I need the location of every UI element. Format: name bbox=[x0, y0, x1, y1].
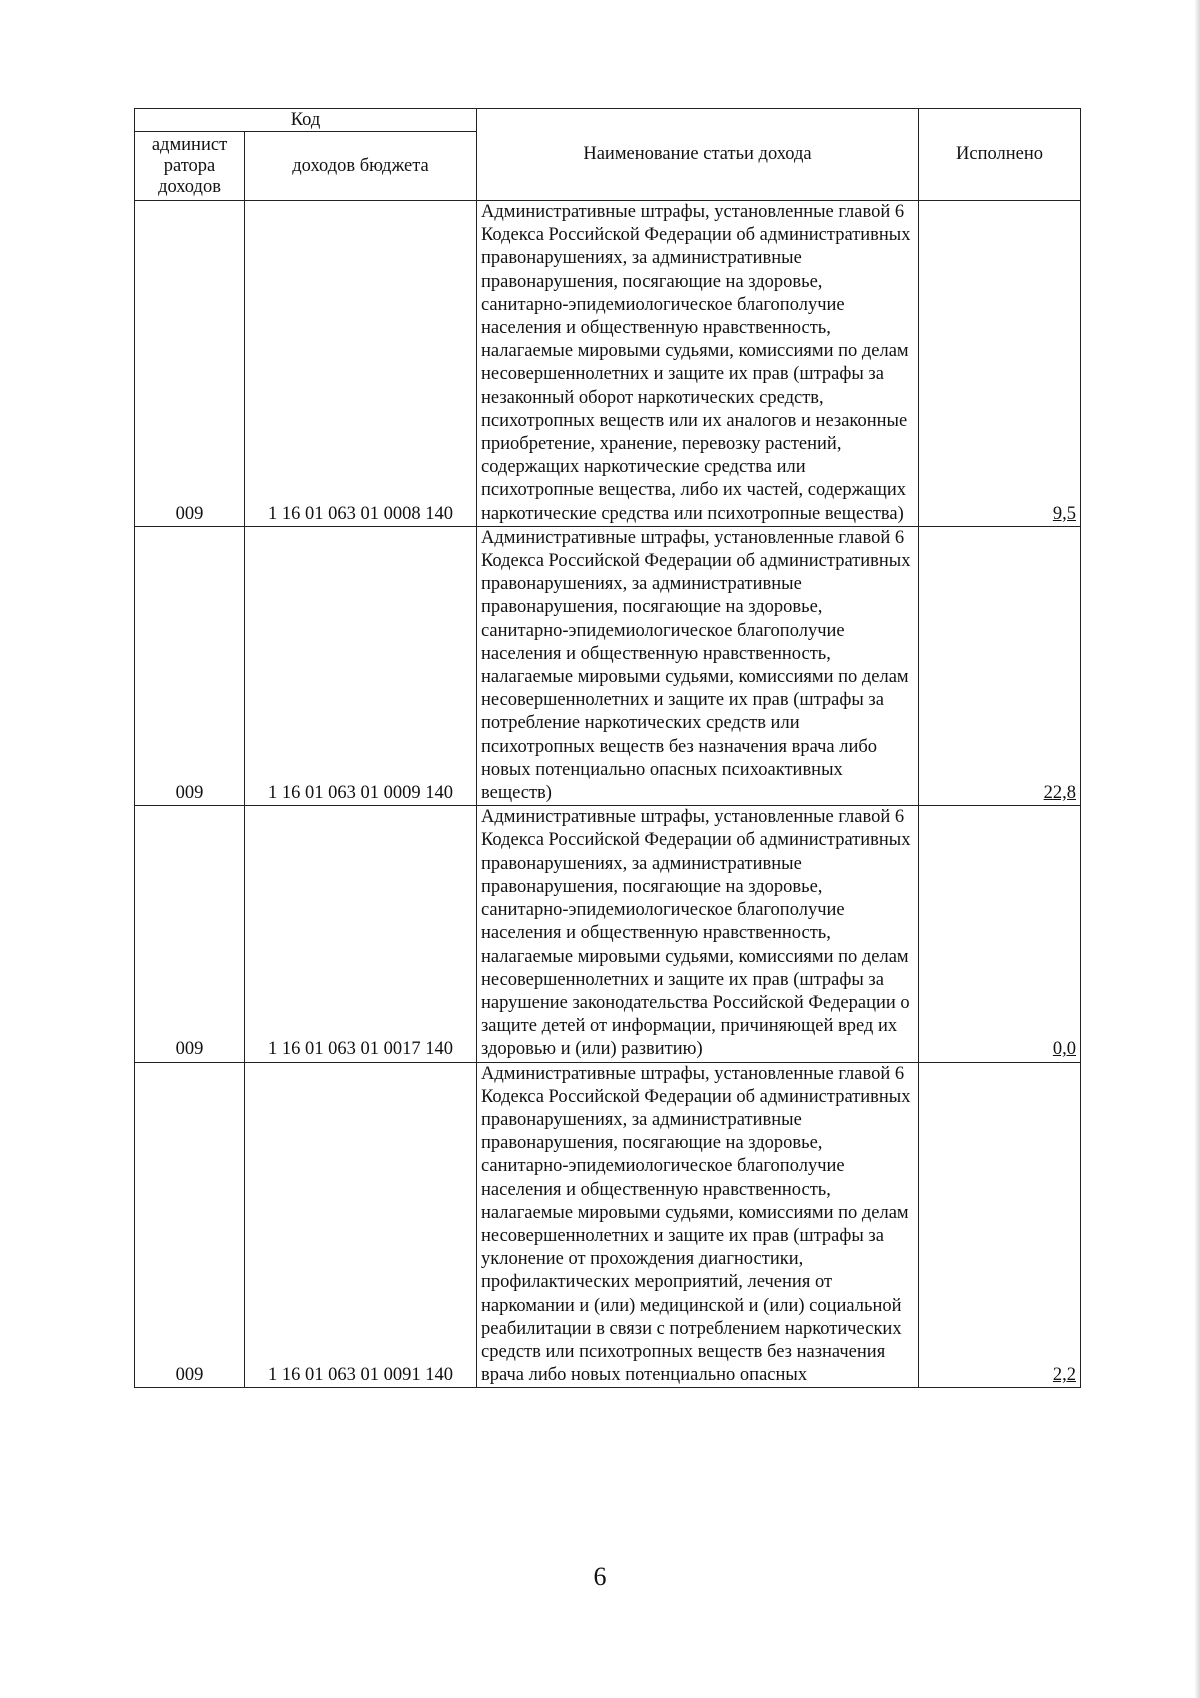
revenue-name-cell: Административные штрафы, установленные главой 6 Кодекса Российской Федерации об административных правонарушениях, за административные правонарушения, посягающие на здоровье, санитарно-эпидемиологическое благополучие населения и общественную нравственность, налагаемые мировыми судьями, комиссиями по делам несовершеннолетних и защите их прав (штрафы за незаконный оборот наркотических средств, психотропных веществ или их аналогов и незаконные приобретение, хранение, перевозку растений, содержащих наркотические средства или психотропные вещества, либо их частей, содержащих наркотические средства или психотропные вещества) bbox=[477, 201, 919, 527]
table-row bbox=[135, 526, 1081, 805]
executed-value: 0,0 bbox=[1052, 1039, 1076, 1060]
scan-edge-shadow bbox=[1194, 0, 1200, 1698]
name-column-header: Наименование статьи дохода bbox=[477, 109, 919, 201]
executed-cell bbox=[919, 526, 1081, 805]
executed-column-header: Исполнено bbox=[919, 109, 1081, 201]
table-body bbox=[135, 201, 1081, 1388]
admin-code-cell: 009 bbox=[135, 201, 245, 527]
code-group-header: Код bbox=[135, 109, 477, 132]
admin-column-header: админист ратора доходов bbox=[135, 132, 245, 201]
table-row bbox=[135, 201, 1081, 527]
revenue-name-cell: Административные штрафы, установленные главой 6 Кодекса Российской Федерации об административных правонарушениях, за административные правонарушения, посягающие на здоровье, санитарно-эпидемиологическое благополучие населения и общественную нравственность, налагаемые мировыми судьями, комиссиями по делам несовершеннолетних и защите их прав (штрафы за нарушение законодательства Российской Федерации о защите детей от информации, причиняющей вред их здоровью и (или) развитию) bbox=[477, 806, 919, 1062]
executed-value: 9,5 bbox=[1052, 503, 1076, 524]
revenue-name-cell: Административные штрафы, установленные главой 6 Кодекса Российской Федерации об административных правонарушениях, за административные правонарушения, посягающие на здоровье, санитарно-эпидемиологическое благополучие населения и общественную нравственность, налагаемые мировыми судьями, комиссиями по делам несовершеннолетних и защите их прав (штрафы за уклонение от прохождения диагностики, профилактических мероприятий, лечения от наркомании и (или) медицинской и (или) социальной реабилитации в связи с потреблением наркотических средств или психотропных веществ без назначения врача либо новых потенциально опасных bbox=[477, 1062, 919, 1388]
table-row bbox=[135, 806, 1081, 1062]
page-number: 6 bbox=[593, 1562, 607, 1591]
admin-code-cell: 009 bbox=[135, 1062, 245, 1388]
admin-code-cell: 009 bbox=[135, 526, 245, 805]
budget-code-cell: 1 16 01 063 01 0008 140 bbox=[245, 201, 477, 527]
revenue-name-cell: Административные штрафы, установленные главой 6 Кодекса Российской Федерации об административных правонарушениях, за административные правонарушения, посягающие на здоровье, санитарно-эпидемиологическое благополучие населения и общественную нравственность, налагаемые мировыми судьями, комиссиями по делам несовершеннолетних и защите их прав (штрафы за потребление наркотических средств или психотропных веществ без назначения врача либо новых потенциально опасных психоактивных веществ) bbox=[477, 526, 919, 805]
executed-value: 2,2 bbox=[1052, 1365, 1076, 1386]
budget-code-cell: 1 16 01 063 01 0091 140 bbox=[245, 1062, 477, 1388]
budget-code-cell: 1 16 01 063 01 0017 140 bbox=[245, 806, 477, 1062]
table-header bbox=[135, 109, 1081, 201]
revenue-table bbox=[134, 108, 1081, 1388]
executed-cell bbox=[919, 201, 1081, 527]
table-row bbox=[135, 1062, 1081, 1388]
executed-cell bbox=[919, 806, 1081, 1062]
budget-code-cell: 1 16 01 063 01 0009 140 bbox=[245, 526, 477, 805]
admin-code-cell: 009 bbox=[135, 806, 245, 1062]
executed-value: 22,8 bbox=[1043, 783, 1076, 804]
executed-cell bbox=[919, 1062, 1081, 1388]
budget-code-column-header: доходов бюджета bbox=[245, 132, 477, 201]
